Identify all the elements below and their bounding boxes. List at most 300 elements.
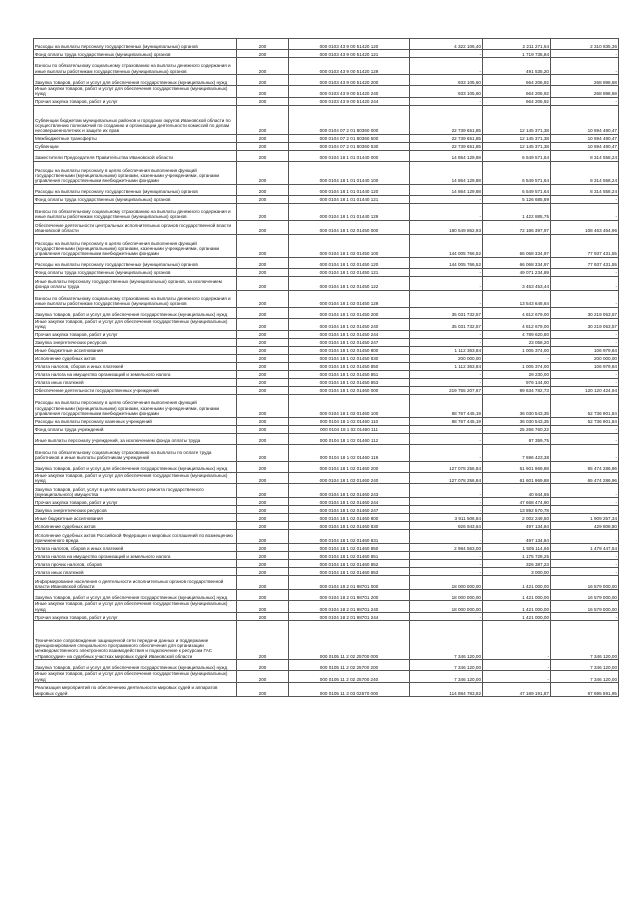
line-code: 200 bbox=[237, 150, 289, 161]
table-row bbox=[34, 498, 619, 506]
line-code: 200 bbox=[237, 362, 289, 370]
executed-amount: 61 601 969,88 bbox=[483, 461, 551, 472]
table-row bbox=[34, 75, 619, 86]
row-name: Межбюджетные трансферты bbox=[34, 134, 237, 142]
executed-amount: - bbox=[483, 621, 551, 660]
row-name: Расходы на выплаты персоналу государственных (муниципальных) органов bbox=[34, 184, 237, 195]
approved-appropriations: 14 864 129,88 bbox=[410, 184, 483, 195]
row-name: Информирование населения о деятельности исполнительных органов государственной власти Ивановской области bbox=[34, 576, 237, 590]
table-row bbox=[34, 444, 619, 461]
row-name: Уплата налога на имущество организаций и земельного налога bbox=[34, 552, 237, 560]
budget-classification-code: 000 0104 18 1 02 01460 110 bbox=[289, 417, 410, 425]
line-code: 200 bbox=[237, 552, 289, 560]
approved-appropriations: - bbox=[410, 444, 483, 461]
unexecuted-amount: 77 937 431,55 bbox=[551, 234, 619, 257]
budget-execution-sheet bbox=[33, 38, 618, 697]
unexecuted-amount: - bbox=[551, 97, 619, 105]
unexecuted-amount: 8 314 558,24 bbox=[551, 150, 619, 161]
executed-amount: 6 549 571,64 bbox=[483, 150, 551, 161]
line-code: 200 bbox=[237, 338, 289, 346]
budget-classification-code: 000 0104 18 1 02 01460 853 bbox=[289, 568, 410, 576]
unexecuted-amount: - bbox=[551, 195, 619, 203]
table-row bbox=[34, 568, 619, 576]
table-row bbox=[34, 276, 619, 290]
budget-classification-code: 000 0104 18 1 02 01450 851 bbox=[289, 370, 410, 378]
approved-appropriations: - bbox=[410, 530, 483, 544]
table-row bbox=[34, 544, 619, 552]
table-row bbox=[34, 621, 619, 660]
unexecuted-amount: 429 808,80 bbox=[551, 522, 619, 530]
approved-appropriations: - bbox=[410, 290, 483, 307]
executed-amount: 66 068 334,97 bbox=[483, 234, 551, 257]
executed-amount: 47 189 191,87 bbox=[483, 683, 551, 697]
row-name: Взносы по обязательному социальному страхованию на выплаты денежного содержания и иные выплаты работникам государственных (муниципальных) органов bbox=[34, 290, 237, 307]
budget-classification-code: 000 0104 18 1 02 01450 247 bbox=[289, 338, 410, 346]
executed-amount: 12 145 371,38 bbox=[483, 105, 551, 134]
row-name: Иные закупки товаров, работ и услуг для обеспечения государственных (муниципальных) нужд bbox=[34, 86, 237, 98]
unexecuted-amount: - bbox=[551, 330, 619, 338]
line-code: 200 bbox=[237, 234, 289, 257]
table-row bbox=[34, 307, 619, 318]
unexecuted-amount: 10 594 480,47 bbox=[551, 134, 619, 142]
approved-appropriations: - bbox=[410, 560, 483, 568]
line-code: 200 bbox=[237, 161, 289, 184]
row-name: Заместители Председателя Правительства Ивановской области bbox=[34, 150, 237, 161]
row-name: Расходы на выплаты персоналу в целях обеспечения выполнения функций государственными (муниципальными) органами, казенными учреждениями, органами управления государственными внебюджетными фондами bbox=[34, 394, 237, 417]
budget-classification-code: 000 0104 07 2 01 80360 500 bbox=[289, 134, 410, 142]
approved-appropriations: - bbox=[410, 433, 483, 444]
table-row bbox=[34, 671, 619, 683]
executed-amount: 12 145 371,38 bbox=[483, 134, 551, 142]
unexecuted-amount: 1 479 447,54 bbox=[551, 544, 619, 552]
table-row bbox=[34, 184, 619, 195]
row-name: Взносы по обязательному социальному страхованию на выплаты по оплате труда работников и иные выплаты работникам учреждений bbox=[34, 444, 237, 461]
table-row bbox=[34, 354, 619, 362]
approved-appropriations: 114 884 783,82 bbox=[410, 683, 483, 697]
executed-amount: 6 549 571,64 bbox=[483, 161, 551, 184]
unexecuted-amount: - bbox=[551, 613, 619, 621]
budget-classification-code: 000 0104 18 1 02 01460 119 bbox=[289, 444, 410, 461]
executed-amount: 491 535,20 bbox=[483, 58, 551, 75]
line-code: 200 bbox=[237, 75, 289, 86]
line-code: 200 bbox=[237, 134, 289, 142]
approved-appropriations: 7 346 120,00 bbox=[410, 621, 483, 660]
line-code: 200 bbox=[237, 346, 289, 354]
unexecuted-amount: - bbox=[551, 560, 619, 568]
executed-amount: 497 134,84 bbox=[483, 530, 551, 544]
row-name: Уплата налога на имущество организаций и земельного налога bbox=[34, 370, 237, 378]
budget-classification-code: 000 0104 18 1 01 01440 100 bbox=[289, 161, 410, 184]
row-name: Прочая закупка товаров, работ и услуг bbox=[34, 97, 237, 105]
row-name: Закупка товаров, работ и услуг для обеспечения государственных (муниципальных) нужд bbox=[34, 660, 237, 671]
unexecuted-amount: 16 579 000,00 bbox=[551, 601, 619, 613]
approved-appropriations: 144 005 766,52 bbox=[410, 257, 483, 268]
row-name: Иные закупки товаров, работ и услуг для обеспечения государственных (муниципальных) нужд bbox=[34, 601, 237, 613]
line-code: 200 bbox=[237, 39, 289, 50]
line-code: 200 bbox=[237, 444, 289, 461]
table-row bbox=[34, 105, 619, 134]
line-code: 200 bbox=[237, 590, 289, 601]
row-name: Расходы на выплаты персоналу казенных учреждений bbox=[34, 417, 237, 425]
table-row bbox=[34, 560, 619, 568]
table-row bbox=[34, 433, 619, 444]
budget-table bbox=[33, 38, 619, 697]
approved-appropriations: 933 105,60 bbox=[410, 75, 483, 86]
approved-appropriations: 18 000 000,00 bbox=[410, 576, 483, 590]
executed-amount: - bbox=[483, 660, 551, 671]
unexecuted-amount: 106 979,84 bbox=[551, 362, 619, 370]
line-code: 200 bbox=[237, 514, 289, 522]
line-code: 200 bbox=[237, 220, 289, 234]
executed-amount: 25 266 760,22 bbox=[483, 425, 551, 433]
row-name: Прочая закупка товаров, работ и услуг bbox=[34, 330, 237, 338]
budget-classification-code: 000 0104 18 1 02 01460 200 bbox=[289, 461, 410, 472]
executed-amount: 49 071 234,89 bbox=[483, 268, 551, 276]
budget-classification-code: 000 0105 11 2 02 25700 200 bbox=[289, 660, 410, 671]
approved-appropriations: 22 739 651,85 bbox=[410, 105, 483, 134]
unexecuted-amount: 108 463 464,96 bbox=[551, 220, 619, 234]
budget-classification-code: 000 0103 43 9 00 51420 120 bbox=[289, 39, 410, 50]
row-name: Закупка товаров, работ и услуг для обеспечения государственных (муниципальных) нужд bbox=[34, 461, 237, 472]
approved-appropriations: - bbox=[410, 50, 483, 58]
budget-classification-code: 000 0104 18 1 02 01450 200 bbox=[289, 307, 410, 318]
table-row bbox=[34, 522, 619, 530]
row-name: Расходы на выплаты персоналу государственных (муниципальных) органов bbox=[34, 39, 237, 50]
approved-appropriations: 7 346 120,00 bbox=[410, 671, 483, 683]
table-row bbox=[34, 530, 619, 544]
table-row bbox=[34, 39, 619, 50]
line-code: 200 bbox=[237, 613, 289, 621]
row-name: Уплата прочих налогов, сборов bbox=[34, 560, 237, 568]
executed-amount: 12 145 371,38 bbox=[483, 142, 551, 150]
approved-appropriations: 7 346 120,00 bbox=[410, 660, 483, 671]
line-code: 200 bbox=[237, 601, 289, 613]
executed-amount: 1 505 114,66 bbox=[483, 544, 551, 552]
line-code: 200 bbox=[237, 318, 289, 330]
line-code: 200 bbox=[237, 307, 289, 318]
line-code: 200 bbox=[237, 184, 289, 195]
row-name: Иные выплаты персоналу государственных (муниципальных) органов, за исключением фонда оплаты труда bbox=[34, 276, 237, 290]
executed-amount: 40 944,65 bbox=[483, 484, 551, 498]
budget-classification-code: 000 0104 18 1 02 01460 831 bbox=[289, 530, 410, 544]
approved-appropriations: - bbox=[410, 498, 483, 506]
line-code: 200 bbox=[237, 142, 289, 150]
budget-classification-code: 000 0104 07 2 01 80360 530 bbox=[289, 142, 410, 150]
row-name: Субвенции bbox=[34, 142, 237, 150]
approved-appropriations: - bbox=[410, 268, 483, 276]
unexecuted-amount: - bbox=[551, 58, 619, 75]
row-name: Исполнение судебных актов Российской Федерации и мировых соглашений по возмещению причиненного вреда bbox=[34, 530, 237, 544]
row-name: Расходы на выплаты персоналу в целях обеспечения выполнения функций государственными (муниципальными) органами, казенными учреждениями, органами управления государственными внебюджетными фондами bbox=[34, 234, 237, 257]
budget-classification-code: 000 0104 18 1 02 01460 851 bbox=[289, 552, 410, 560]
line-code: 200 bbox=[237, 425, 289, 433]
line-code: 200 bbox=[237, 203, 289, 220]
row-name: Закупка товаров, работ, услуг в целях капитального ремонта государственного (муниципального) имущества bbox=[34, 484, 237, 498]
line-code: 200 bbox=[237, 576, 289, 590]
table-row bbox=[34, 683, 619, 697]
unexecuted-amount: 7 346 120,00 bbox=[551, 621, 619, 660]
table-row bbox=[34, 97, 619, 105]
executed-amount: 7 696 423,38 bbox=[483, 444, 551, 461]
unexecuted-amount: 30 219 053,57 bbox=[551, 318, 619, 330]
approved-appropriations: 933 105,60 bbox=[410, 86, 483, 98]
table-row bbox=[34, 58, 619, 75]
executed-amount: 5 126 685,89 bbox=[483, 195, 551, 203]
line-code: 200 bbox=[237, 330, 289, 338]
executed-amount: 4 812 679,00 bbox=[483, 318, 551, 330]
approved-appropriations: 35 031 732,57 bbox=[410, 318, 483, 330]
executed-amount: 1 422 885,75 bbox=[483, 203, 551, 220]
table-row bbox=[34, 268, 619, 276]
executed-amount: - bbox=[483, 354, 551, 362]
unexecuted-amount: - bbox=[551, 506, 619, 514]
row-name: Взносы по обязательному социальному страхованию на выплаты денежного содержания и иные выплаты работникам государственных (муниципальных) органов bbox=[34, 203, 237, 220]
row-name: Уплата налогов, сборов и иных платежей bbox=[34, 362, 237, 370]
approved-appropriations: - bbox=[410, 338, 483, 346]
approved-appropriations: 127 078 256,84 bbox=[410, 472, 483, 484]
budget-classification-code: 000 0104 18 1 02 01450 240 bbox=[289, 318, 410, 330]
approved-appropriations: - bbox=[410, 613, 483, 621]
table-row bbox=[34, 338, 619, 346]
table-row bbox=[34, 142, 619, 150]
approved-appropriations: - bbox=[410, 484, 483, 498]
approved-appropriations: 127 078 256,84 bbox=[410, 461, 483, 472]
row-name: Иные бюджетные ассигнования bbox=[34, 346, 237, 354]
unexecuted-amount: - bbox=[551, 268, 619, 276]
unexecuted-amount: - bbox=[551, 370, 619, 378]
row-name: Техническое сопровождение защищенной сети передачи данных и поддержание функционирования специального программного обеспечения для организации межведомственного электронного взаимодействия и подключение к ресурсам ГАС «Правосудие» на судебных участках мировых судей Ивановской области bbox=[34, 621, 237, 660]
table-row bbox=[34, 161, 619, 184]
line-code: 200 bbox=[237, 568, 289, 576]
approved-appropriations: 2 984 563,00 bbox=[410, 544, 483, 552]
line-code: 200 bbox=[237, 544, 289, 552]
row-name: Уплата налогов, сборов и иных платежей bbox=[34, 544, 237, 552]
executed-amount: 1 421 000,00 bbox=[483, 590, 551, 601]
line-code: 200 bbox=[237, 498, 289, 506]
budget-classification-code: 000 0104 18 1 02 01460 244 bbox=[289, 498, 410, 506]
table-row bbox=[34, 203, 619, 220]
budget-classification-code: 000 0104 18 1 01 01440 120 bbox=[289, 184, 410, 195]
executed-amount: 13 543 646,64 bbox=[483, 290, 551, 307]
executed-amount: 4 812 679,00 bbox=[483, 307, 551, 318]
executed-amount: 1 005 374,00 bbox=[483, 362, 551, 370]
row-name: Взносы по обязательному социальному страхованию на выплаты денежного содержания и иные выплаты работникам государственных (муниципальных) органов bbox=[34, 58, 237, 75]
unexecuted-amount: 7 346 120,00 bbox=[551, 660, 619, 671]
unexecuted-amount: 7 346 120,00 bbox=[551, 671, 619, 683]
unexecuted-amount: 65 474 286,96 bbox=[551, 461, 619, 472]
line-code: 200 bbox=[237, 276, 289, 290]
row-name: Обеспечение деятельности центральных исполнительных органов государственной власти Ивановской области bbox=[34, 220, 237, 234]
executed-amount: 72 186 397,97 bbox=[483, 220, 551, 234]
approved-appropriations: - bbox=[410, 58, 483, 75]
line-code: 200 bbox=[237, 461, 289, 472]
budget-classification-code: 000 0104 18 2 01 98701 244 bbox=[289, 613, 410, 621]
line-code: 200 bbox=[237, 472, 289, 484]
line-code: 200 bbox=[237, 195, 289, 203]
line-code: 200 bbox=[237, 530, 289, 544]
unexecuted-amount: - bbox=[551, 498, 619, 506]
budget-classification-code: 000 0103 43 9 00 51420 129 bbox=[289, 58, 410, 75]
unexecuted-amount: 16 579 000,00 bbox=[551, 590, 619, 601]
budget-classification-code: 000 0104 18 1 02 01460 852 bbox=[289, 560, 410, 568]
approved-appropriations: 926 943,64 bbox=[410, 522, 483, 530]
table-row bbox=[34, 220, 619, 234]
row-name: Иные закупки товаров, работ и услуг для обеспечения государственных (муниципальных) нужд bbox=[34, 671, 237, 683]
row-name: Прочая закупка товаров, работ и услуг bbox=[34, 613, 237, 621]
executed-amount: 87 359,75 bbox=[483, 433, 551, 444]
line-code: 200 bbox=[237, 522, 289, 530]
row-name: Субвенции бюджетам муниципальных районов и городских округов Ивановской области по осуществлению полномочий по созданию и организации деятельности комиссий по делам несовершеннолетних и защите их прав bbox=[34, 105, 237, 134]
table-row bbox=[34, 134, 619, 142]
budget-classification-code: 000 0104 18 1 02 01450 000 bbox=[289, 220, 410, 234]
approved-appropriations: 14 864 129,88 bbox=[410, 150, 483, 161]
line-code: 200 bbox=[237, 105, 289, 134]
budget-classification-code: 000 0104 18 1 02 01450 120 bbox=[289, 257, 410, 268]
line-code: 200 bbox=[237, 506, 289, 514]
executed-amount: 36 030 543,35 bbox=[483, 417, 551, 425]
budget-classification-code: 000 0104 18 1 02 01450 830 bbox=[289, 354, 410, 362]
table-row bbox=[34, 514, 619, 522]
budget-classification-code: 000 0104 18 1 02 01450 122 bbox=[289, 276, 410, 290]
unexecuted-amount: - bbox=[551, 378, 619, 386]
table-row bbox=[34, 370, 619, 378]
executed-amount: 23 058,20 bbox=[483, 338, 551, 346]
unexecuted-amount: - bbox=[551, 276, 619, 290]
row-name: Расходы на выплаты персоналу в целях обеспечения выполнения функций государственными (муниципальными) органами, казенными учреждениями, органами управления государственными внебюджетными фондами bbox=[34, 161, 237, 184]
table-row bbox=[34, 601, 619, 613]
unexecuted-amount: 200 000,00 bbox=[551, 354, 619, 362]
table-row bbox=[34, 378, 619, 386]
budget-classification-code: 000 0104 18 1 02 01460 830 bbox=[289, 522, 410, 530]
table-row bbox=[34, 552, 619, 560]
unexecuted-amount: 106 979,84 bbox=[551, 346, 619, 354]
budget-table-body bbox=[34, 39, 619, 697]
unexecuted-amount: 10 594 480,47 bbox=[551, 142, 619, 150]
unexecuted-amount: - bbox=[551, 425, 619, 433]
executed-amount: 61 601 969,88 bbox=[483, 472, 551, 484]
line-code: 200 bbox=[237, 86, 289, 98]
table-row bbox=[34, 472, 619, 484]
unexecuted-amount: - bbox=[551, 530, 619, 544]
row-name: Фонд оплаты труда государственных (муниципальных) органов bbox=[34, 268, 237, 276]
budget-classification-code: 000 0105 11 3 03 02570 000 bbox=[289, 683, 410, 697]
executed-amount: 29 230,00 bbox=[483, 370, 551, 378]
executed-amount: 1 421 000,00 bbox=[483, 576, 551, 590]
row-name: Фонд оплаты труда учреждений bbox=[34, 425, 237, 433]
executed-amount: 13 892 570,78 bbox=[483, 506, 551, 514]
budget-classification-code: 000 0104 18 1 02 01460 000 bbox=[289, 386, 410, 394]
executed-amount: 66 068 334,97 bbox=[483, 257, 551, 268]
budget-classification-code: 000 0104 18 1 02 01460 800 bbox=[289, 514, 410, 522]
table-row bbox=[34, 257, 619, 268]
approved-appropriations: 18 000 000,00 bbox=[410, 601, 483, 613]
approved-appropriations: 3 911 506,84 bbox=[410, 514, 483, 522]
row-name: Закупка товаров, работ и услуг для обеспечения государственных (муниципальных) нужд bbox=[34, 307, 237, 318]
executed-amount: 497 134,84 bbox=[483, 522, 551, 530]
unexecuted-amount: - bbox=[551, 484, 619, 498]
line-code: 200 bbox=[237, 378, 289, 386]
row-name: Обеспечение деятельности государственных учреждений bbox=[34, 386, 237, 394]
table-row bbox=[34, 362, 619, 370]
row-name: Уплата иных платежей bbox=[34, 568, 237, 576]
budget-classification-code: 000 0105 11 2 02 25700 000 bbox=[289, 621, 410, 660]
approved-appropriations: - bbox=[410, 97, 483, 105]
budget-classification-code: 000 0104 18 1 02 01450 129 bbox=[289, 290, 410, 307]
line-code: 200 bbox=[237, 621, 289, 660]
unexecuted-amount: - bbox=[551, 338, 619, 346]
line-code: 200 bbox=[237, 683, 289, 697]
executed-amount: - bbox=[483, 671, 551, 683]
row-name: Закупка энергетических ресурсов bbox=[34, 506, 237, 514]
table-row bbox=[34, 386, 619, 394]
row-name: Фонд оплаты труда государственных (муниципальных) органов bbox=[34, 50, 237, 58]
line-code: 200 bbox=[237, 417, 289, 425]
budget-classification-code: 000 0104 18 2 01 98701 200 bbox=[289, 590, 410, 601]
unexecuted-amount: 120 120 424,94 bbox=[551, 386, 619, 394]
approved-appropriations: 1 112 363,84 bbox=[410, 362, 483, 370]
budget-classification-code: 000 0104 18 1 02 01460 247 bbox=[289, 506, 410, 514]
approved-appropriations: - bbox=[410, 506, 483, 514]
table-row bbox=[34, 425, 619, 433]
unexecuted-amount: 1 909 257,34 bbox=[551, 514, 619, 522]
unexecuted-amount: 52 736 901,84 bbox=[551, 394, 619, 417]
table-row bbox=[34, 346, 619, 354]
unexecuted-amount: 30 219 053,57 bbox=[551, 307, 619, 318]
approved-appropriations: 35 031 732,57 bbox=[410, 307, 483, 318]
unexecuted-amount: - bbox=[551, 433, 619, 444]
executed-amount: 1 421 000,00 bbox=[483, 613, 551, 621]
line-code: 200 bbox=[237, 290, 289, 307]
table-row bbox=[34, 86, 619, 98]
budget-classification-code: 000 0104 18 2 01 98701 000 bbox=[289, 576, 410, 590]
approved-appropriations: 219 755 207,67 bbox=[410, 386, 483, 394]
line-code: 200 bbox=[237, 386, 289, 394]
unexecuted-amount: 8 314 558,24 bbox=[551, 184, 619, 195]
line-code: 200 bbox=[237, 257, 289, 268]
line-code: 200 bbox=[237, 433, 289, 444]
approved-appropriations: 144 005 766,52 bbox=[410, 234, 483, 257]
table-row bbox=[34, 590, 619, 601]
table-row bbox=[34, 461, 619, 472]
line-code: 200 bbox=[237, 671, 289, 683]
approved-appropriations: - bbox=[410, 568, 483, 576]
executed-amount: 664 206,92 bbox=[483, 97, 551, 105]
table-row bbox=[34, 318, 619, 330]
budget-classification-code: 000 0104 18 1 01 01440 000 bbox=[289, 150, 410, 161]
approved-appropriations: 88 767 445,19 bbox=[410, 417, 483, 425]
executed-amount: 1 175 728,25 bbox=[483, 552, 551, 560]
table-row bbox=[34, 394, 619, 417]
line-code: 200 bbox=[237, 268, 289, 276]
executed-amount: 4 789 620,80 bbox=[483, 330, 551, 338]
executed-amount: 6 549 571,64 bbox=[483, 184, 551, 195]
line-code: 200 bbox=[237, 370, 289, 378]
budget-classification-code: 000 0104 18 1 02 01450 850 bbox=[289, 362, 410, 370]
unexecuted-amount: - bbox=[551, 203, 619, 220]
executed-amount: 326 387,23 bbox=[483, 560, 551, 568]
unexecuted-amount: - bbox=[551, 290, 619, 307]
approved-appropriations: 22 739 651,85 bbox=[410, 134, 483, 142]
row-name: Иные закупки товаров, работ и услуг для обеспечения государственных (муниципальных) нужд bbox=[34, 472, 237, 484]
table-row bbox=[34, 50, 619, 58]
row-name: Иные выплаты персоналу учреждений, за исключением фонда оплаты труда bbox=[34, 433, 237, 444]
budget-classification-code: 000 0104 18 2 01 98701 240 bbox=[289, 601, 410, 613]
budget-classification-code: 000 0103 43 9 00 51420 200 bbox=[289, 75, 410, 86]
executed-amount: 2 211 271,64 bbox=[483, 39, 551, 50]
executed-amount: 976 144,00 bbox=[483, 378, 551, 386]
row-name: Реализация мероприятий по обеспечению деятельности мировых судей и аппаратов мировых судей bbox=[34, 683, 237, 697]
budget-classification-code: 000 0105 11 2 02 25700 240 bbox=[289, 671, 410, 683]
